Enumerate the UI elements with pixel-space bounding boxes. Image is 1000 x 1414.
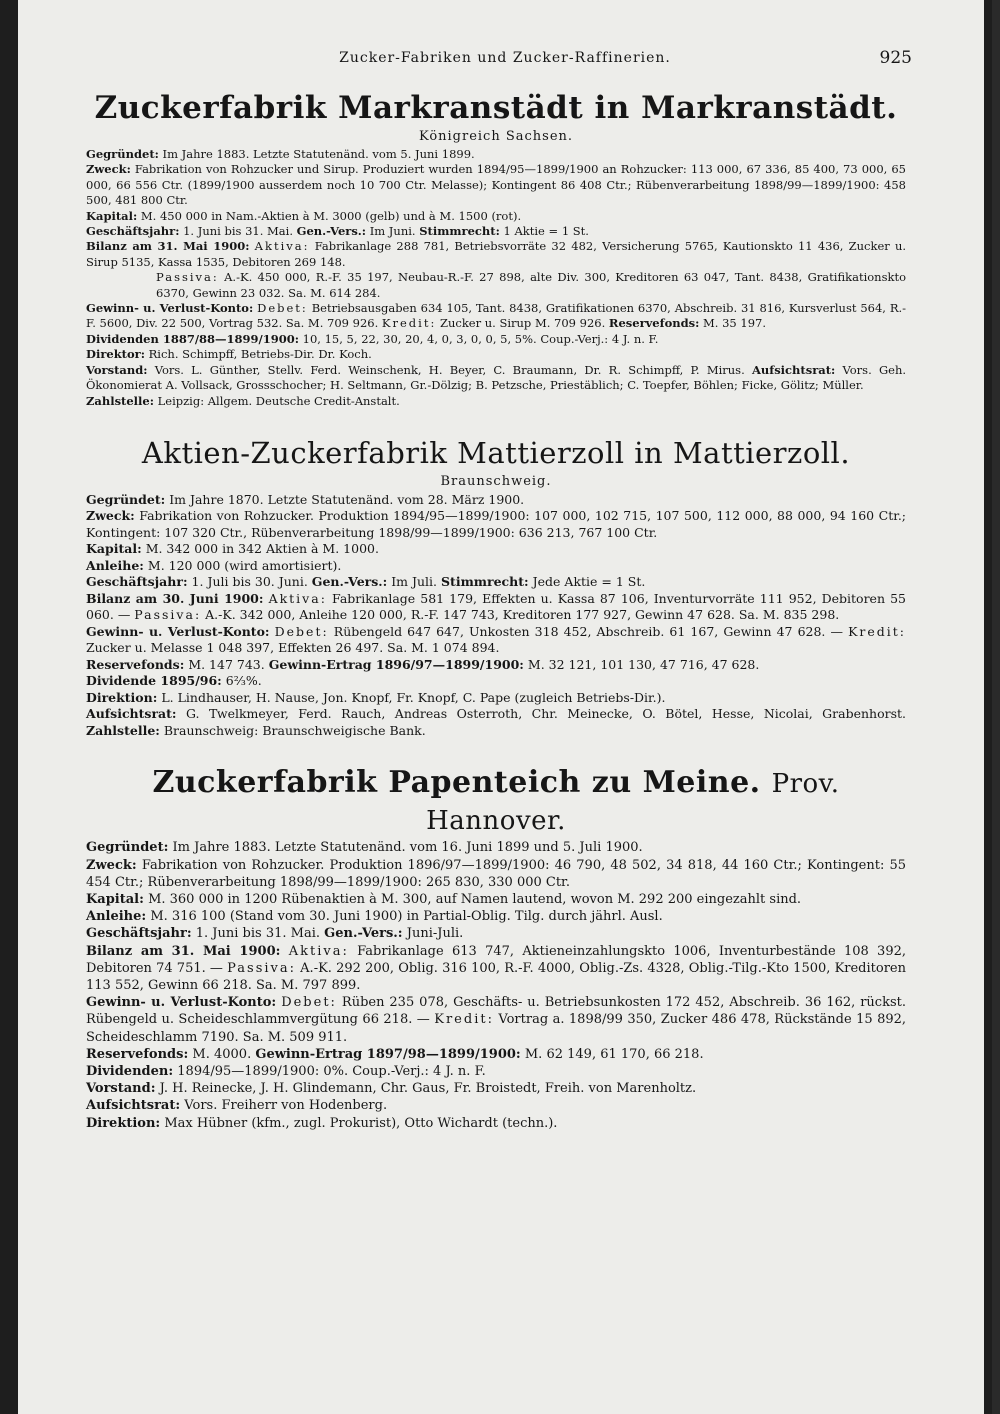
value: J. H. Reinecke, J. H. Glindemann, Chr. Gaus, Fr. Broistedt, Freih. von Marenholtz.	[159, 1081, 697, 1097]
value: A.-K. 450 000, R.-F. 35 197, Neubau-R.-F. 27 898, alte Div. 300, Kreditoren 63 047, Tant. 8438, Gratifikationskto 6370, Gewinn 23 032. Sa. M. 614 284.	[156, 270, 906, 300]
field-guv	[86, 301, 906, 332]
value: Leipzig: Allgem. Deutsche Credit-Anstalt.	[157, 393, 400, 408]
label: Kapital:	[86, 892, 144, 908]
value: L. Lindhauser, H. Nause, Jon. Knopf, Fr. Knopf, C. Pape (zugleich Betriebs-Dir.).	[161, 689, 666, 705]
label: Vorstand:	[86, 1081, 156, 1097]
field-kapital	[86, 541, 906, 558]
field-aufsichtsrat	[86, 706, 906, 739]
label: Zahlstelle:	[86, 393, 154, 408]
passiva-label: Passiva:	[134, 607, 202, 623]
value: Fabrikation von Rohzucker. Produktion 1896/97—1899/1900: 46 790, 48 502, 34 818, 44 160 Ctr.; Kontingent: 55 454 Ctr.; Rübenverarbeitung 1898/99—1899/1900: 265 830, 330 000 Ctr.	[86, 857, 906, 890]
value: Zucker u. Melasse 1 048 397, Effekten 26 497. Sa. M. 1 074 894.	[86, 640, 500, 656]
value: 1. Juni bis 31. Mai.	[183, 224, 293, 239]
label: Stimmrecht:	[419, 224, 500, 239]
value: A.-K. 292 200, Oblig. 316 100, R.-F. 4000, Oblig.-Zs. 4328, Oblig.-Tilg.-Kto 1500, Kreditoren 113 552, Gewinn 66 218. Sa. M. 797 899.	[86, 960, 906, 994]
value: Fabrikanlage 581 179, Effekten u. Kassa 87 106, Inventurvorräte 111 952, Debitoren 55 060.	[86, 590, 906, 623]
value: 1. Juni bis 31. Mai.	[195, 926, 320, 942]
label: Dividende 1895/96:	[86, 673, 222, 689]
field-gegruendet	[86, 492, 906, 509]
label: Aufsichtsrat:	[751, 362, 836, 377]
value: M. 316 100 (Stand vom 30. Juni 1900) in Partial-Oblig. Tilg. durch jährl. Ausl.	[150, 909, 663, 925]
value: Im Jahre 1883. Letzte Statutenänd. vom 16. Juni 1899 und 5. Juli 1900.	[172, 840, 643, 856]
label: Zweck:	[86, 508, 135, 524]
debet-label: Debet:	[257, 301, 308, 316]
label: Aufsichtsrat:	[86, 1098, 181, 1114]
value: 1. Juli bis 30. Juni.	[191, 574, 308, 590]
label: Kapital:	[86, 541, 142, 557]
label: Zahlstelle:	[86, 722, 160, 738]
label: Bilanz am 31. Mai 1900:	[86, 943, 281, 959]
field-zweck	[86, 857, 906, 891]
label: Gen.-Vers.:	[324, 926, 403, 942]
field-vorstand	[86, 363, 906, 394]
label: Anleihe:	[86, 909, 147, 925]
label: Gewinn- u. Verlust-Konto:	[86, 623, 270, 639]
value: Vors. Geh. Ökonomierat A. Vollsack, Grossschocher; H. Seltmann, Gr.-Dölzig; B. Petzsche, Priestäblich; C. Toepfer, Böhlen; Ficke, Gölitz; Müller.	[86, 362, 907, 393]
company-region: Königreich Sachsen.	[418, 129, 574, 144]
label: Geschäftsjahr:	[86, 574, 188, 590]
label: Gewinn- u. Verlust-Konto:	[86, 301, 254, 316]
section-gap	[86, 409, 906, 435]
value: Jede Aktie = 1 St.	[532, 574, 646, 590]
company-title: Zuckerfabrik Markranstädt in Markranstädt.	[94, 90, 898, 126]
kredit-label: Kredit:	[434, 1012, 494, 1028]
scan-edge-left	[0, 0, 18, 1414]
label: Gegründet:	[86, 840, 169, 856]
label: Gegründet:	[86, 491, 166, 507]
field-reserve-ertrag	[86, 657, 906, 674]
label: Direktion:	[86, 689, 158, 705]
label: Vorstand:	[86, 362, 148, 377]
value: Vors. Freiherr von Hodenberg.	[184, 1098, 388, 1114]
label: Stimmrecht:	[441, 574, 529, 590]
field-zweck	[86, 162, 906, 208]
company-entry-papenteich	[86, 765, 906, 1131]
field-direktor	[86, 347, 906, 362]
field-vorstand	[86, 1080, 906, 1097]
field-anleihe	[86, 908, 906, 925]
value: Max Hübner (kfm., zugl. Prokurist), Otto Wichardt (techn.).	[164, 1115, 558, 1131]
field-direktion	[86, 1115, 906, 1132]
field-zweck	[86, 508, 906, 541]
label: Zweck:	[86, 857, 137, 873]
field-bilanz: Bilanz am 31. Mai 1900: Aktiva: Fabrikanlage 613 747, Aktieneinzahlungskto 1006, Inventurbestände 108 392, Debitoren 74 751. — Passiva: A.-K. 292 200, Oblig. 316 100, R.-F. 4000, Oblig.-Zs. 4328, Oblig.-Tilg.-Kto 1500, Kreditoren 113 552, Gewinn 66 218. Sa. M. 797 899.	[86, 943, 907, 994]
label: Gewinn-Ertrag 1896/97—1899/1900:	[268, 656, 524, 672]
value: M. 35 197.	[703, 316, 767, 331]
value: M. 342 000 in 342 Aktien à M. 1000.	[145, 541, 379, 557]
value: Zucker u. Sirup M. 709 926.	[439, 316, 606, 331]
value: Betriebsausgaben 634 105, Tant. 8438, Gratifikationen 6370, Abschreib. 31 816, Kursverlust 564, R.-F. 5600, Div. 22 500, Vortrag 532. Sa. M. 709 926.	[86, 301, 907, 331]
section-gap	[86, 739, 906, 765]
label: Direktion:	[86, 1115, 161, 1131]
label: Bilanz am 30. Juni 1900:	[86, 590, 264, 606]
field-direktion	[86, 690, 906, 707]
value: Im Jahre 1883. Letzte Statutenänd. vom 5. Juni 1899.	[162, 147, 475, 161]
title-province: Prov. Hannover.	[426, 769, 840, 837]
page-number: 925	[879, 48, 912, 68]
value: 1894/95—1899/1900: 0%. Coup.-Verj.: 4 J. n. F.	[177, 1064, 486, 1080]
debet-label: Debet:	[281, 995, 337, 1011]
label: Gegründet:	[86, 147, 159, 161]
scan-edge-right	[984, 0, 992, 1414]
value: M. 450 000 in Nam.-Aktien à M. 3000 (gelb) und à M. 1500 (rot).	[140, 208, 522, 223]
field-dividende	[86, 673, 906, 690]
value: M. 120 000 (wird amortisiert).	[147, 557, 342, 573]
value: Vors. L. Günther, Stellv. Ferd. Weinschenk, H. Beyer, C. Braumann, Dr. R. Schimpff, P. Mirus.	[154, 362, 745, 377]
field-aufsichtsrat	[86, 1097, 906, 1114]
label: Gewinn-Ertrag 1897/98—1899/1900:	[255, 1046, 521, 1062]
label: Geschäftsjahr:	[86, 224, 180, 239]
field-kapital	[86, 891, 906, 908]
value: Im Juni.	[369, 224, 416, 239]
title-main: Zuckerfabrik Papenteich zu Meine.	[152, 765, 761, 801]
company-region: Braunschweig.	[440, 473, 552, 489]
kredit-label: Kredit:	[848, 623, 907, 639]
value: Juni-Juli.	[406, 926, 464, 942]
field-gegruendet	[86, 839, 906, 856]
field-dividenden	[86, 332, 906, 347]
label: Direktor:	[86, 347, 145, 362]
field-guv: Gewinn- u. Verlust-Konto: Debet: Rübengeld 647 647, Unkosten 318 452, Abschreib. 61 167, Gewinn 47 628. — Kredit: Zucker u. Melasse 1 048 397, Effekten 26 497. Sa. M. 1 074 894.	[86, 623, 907, 656]
label: Bilanz am 31. Mai 1900:	[86, 239, 250, 254]
value: M. 4000.	[192, 1046, 252, 1062]
company-entry-markranstaedt	[86, 90, 906, 409]
field-geschaeftsjahr	[86, 925, 906, 942]
value: M. 360 000 in 1200 Rübenaktien à M. 300, auf Namen lautend, wovon M. 292 200 eingezahlt sind.	[148, 892, 802, 908]
label: Aufsichtsrat:	[86, 706, 177, 722]
passiva-label: Passiva:	[156, 270, 219, 285]
value: Vortrag a. 1898/99 350, Zucker 486 478, Rückstände 15 892, Scheideschlamm 7190. Sa. M. 509 911.	[86, 1012, 907, 1045]
value: M. 62 149, 61 170, 66 218.	[524, 1046, 704, 1062]
aktiva-label: Aktiva:	[288, 943, 349, 959]
value: G. Twelkmeyer, Ferd. Rauch, Andreas Osterroth, Chr. Meinecke, O. Bötel, Hesse, Nicolai, Grabenhorst.	[186, 706, 906, 722]
field-zahlstelle	[86, 394, 906, 409]
field-reserve-ertrag	[86, 1046, 906, 1063]
page-content	[86, 90, 906, 1132]
field-kapital	[86, 209, 906, 224]
value: Fabrikation von Rohzucker. Produktion 1894/95—1899/1900: 107 000, 102 715, 107 500, 112 000, 88 000, 94 160 Ctr.; Kontingent: 107 320 Ctr., Rübenverarbeitung 1898/99—1899/1900: 636 213, 767 100 Ctr.	[86, 508, 907, 540]
value: A.-K. 342 000, Anleihe 120 000, R.-F. 147 743, Kreditoren 177 927, Gewinn 47 628. Sa. M. 835 298.	[205, 607, 840, 623]
value: 6⅔%.	[225, 673, 262, 689]
company-title: Aktien-Zuckerfabrik Mattierzoll in Mattierzoll.	[141, 435, 851, 470]
value: M. 147 743.	[188, 656, 265, 672]
label: Gewinn- u. Verlust-Konto:	[86, 995, 277, 1011]
field-geschaeftsjahr	[86, 574, 906, 591]
label: Kapital:	[86, 208, 138, 223]
label: Anleihe:	[86, 557, 144, 573]
label: Reservefonds:	[86, 1046, 189, 1062]
value: Fabrikanlage 288 781, Betriebsvorräte 32 482, Versicherung 5765, Kautionskto 11 436, Zucker u. Sirup 5135, Kassa 1535, Debitoren 269 148.	[86, 239, 907, 269]
company-entry-mattierzoll	[86, 435, 906, 740]
value: 10, 15, 5, 22, 30, 20, 4, 0, 3, 0, 0, 5, 5%. Coup.-Verj.: 4 J. n. F.	[302, 331, 659, 346]
field-anleihe	[86, 558, 906, 575]
value: Im Jahre 1870. Letzte Statutenänd. vom 28. März 1900.	[169, 491, 525, 507]
field-dividenden	[86, 1063, 906, 1080]
value: Rübengeld 647 647, Unkosten 318 452, Abschreib. 61 167, Gewinn 47 628.	[333, 623, 826, 639]
field-guv: Gewinn- u. Verlust-Konto: Debet: Rüben 235 078, Geschäfts- u. Betriebsunkosten 172 452, Abschreib. 36 162, rückst. Rübengeld u. Scheideschlammvergütung 66 218. — Kredit: Vortrag a. 1898/99 350, Zucker 486 478, Rückstände 15 892, Scheideschlamm 7190. Sa. M. 509 911.	[86, 995, 907, 1045]
label: Dividenden 1887/88—1899/1900:	[86, 331, 300, 346]
value: Braunschweig: Braunschweigische Bank.	[163, 722, 426, 738]
label: Dividenden:	[86, 1064, 174, 1080]
value: Im Juli.	[391, 574, 438, 590]
field-bilanz: Bilanz am 30. Juni 1900: Aktiva: Fabrikanlage 581 179, Effekten u. Kassa 87 106, Inventurvorräte 111 952, Debitoren 55 060. — Passiva: A.-K. 342 000, Anleihe 120 000, R.-F. 147 743, Kreditoren 177 927, Gewinn 47 628. Sa. M. 835 298.	[86, 590, 906, 623]
aktiva-label: Aktiva:	[254, 239, 310, 254]
field-geschaeftsjahr	[86, 224, 906, 239]
label: Gen.-Vers.:	[311, 574, 388, 590]
kredit-label: Kredit:	[381, 316, 437, 331]
label: Gen.-Vers.:	[296, 224, 367, 239]
label: Reservefonds:	[86, 656, 185, 672]
value: Fabrikanlage 613 747, Aktieneinzahlungskto 1006, Inventurbestände 108 392, Debitoren 74 751.	[86, 943, 907, 976]
aktiva-label: Aktiva:	[268, 590, 327, 606]
label: Geschäftsjahr:	[86, 926, 192, 942]
field-gegruendet	[86, 147, 906, 162]
label: Reservefonds:	[608, 316, 700, 331]
running-head: Zucker-Fabriken und Zucker-Raffinerien.	[339, 50, 671, 66]
value: Rüben 235 078, Geschäfts- u. Betriebsunkosten 172 452, Abschreib. 36 162, rückst. Rübengeld u. Scheideschlammvergütung 66 218.	[86, 995, 906, 1028]
company-title	[86, 765, 906, 839]
value: Rich. Schimpff, Betriebs-Dir. Dr. Koch.	[148, 347, 372, 362]
field-passiva	[86, 270, 906, 301]
value: M. 32 121, 101 130, 47 716, 47 628.	[527, 656, 760, 672]
field-bilanz	[86, 239, 906, 270]
debet-label: Debet:	[274, 623, 329, 639]
label: Zweck:	[86, 162, 131, 177]
value: 1 Aktie = 1 St.	[503, 224, 589, 239]
value: Fabrikation von Rohzucker und Sirup. Produziert wurden 1894/95—1899/1900 an Rohzucker: 113 000, 67 336, 85 400, 73 000, 65 000, 66 556 Ctr. (1899/1900 ausserdem noch 10 700 Ctr. Melasse); Kontingent 86 408 Ctr.; Rübenverarbeitung 1898/99—1899/1900: 458 500, 481 800 Ctr.	[86, 162, 907, 208]
book-page	[18, 0, 992, 1414]
passiva-label: Passiva:	[227, 960, 296, 976]
